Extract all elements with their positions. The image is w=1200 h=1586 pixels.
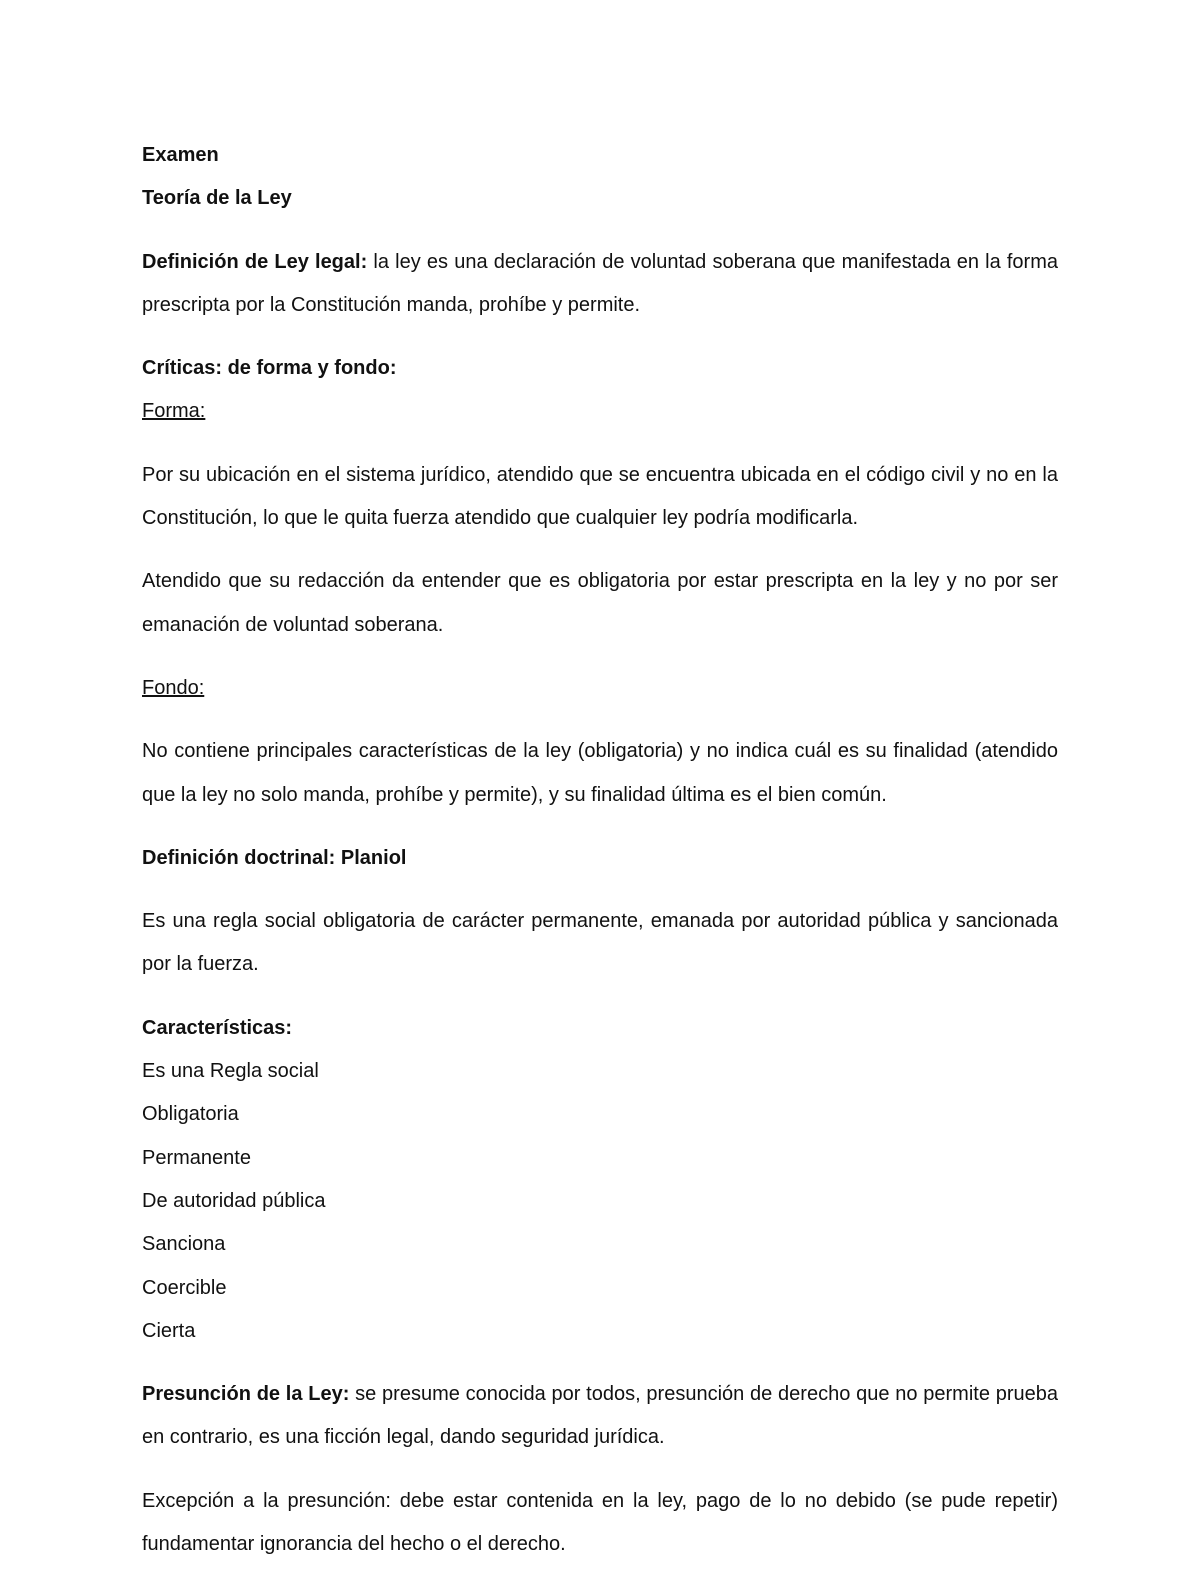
list-item: Cierta	[142, 1319, 196, 1342]
fondo-paragraph-1: No contiene principales características de la ley (obligatoria) y no indica cuál es su finalidad (atendido que la ley no solo manda, prohíbe y permite), y su finalidad última es el bien común.	[142, 740, 1058, 806]
fondo-heading: Fondo:	[142, 676, 205, 699]
ley-legal-text: la ley es una declaración de voluntad soberana que manifestada en la forma prescripta por la Constitución manda, prohíbe y permite.	[142, 250, 1058, 316]
document-subtitle: Teoría de la Ley	[142, 187, 292, 210]
forma-paragraph-1: Por su ubicación en el sistema jurídico, atendido que se encuentra ubicada en el código civil y no en la Constitución, lo que le quita fuerza atendido que cualquier ley podría modificarla.	[142, 463, 1058, 530]
presuncion-text: se presume conocida por todos, presunción de derecho que no permite prueba en contrario, es una ficción legal, dando seguridad jurídica.	[142, 1383, 1058, 1449]
list-item: Sanciona	[142, 1233, 226, 1256]
list-item: Coercible	[142, 1276, 227, 1299]
forma-heading-line	[142, 390, 1058, 433]
list-item: Obligatoria	[142, 1103, 239, 1126]
list-item: Permanente	[142, 1146, 251, 1169]
criticas-heading: Críticas: de forma y fondo:	[142, 357, 397, 380]
ley-legal-label: Definición de Ley legal:	[142, 250, 368, 273]
excepcion-paragraph: Excepción a la presunción: debe estar contenida en la ley, pago de lo no debido (se pude repetir) fundamentar ignorancia del hecho o el derecho.	[142, 1489, 1058, 1556]
doctrinal-paragraph: Es una regla social obligatoria de carácter permanente, emanada por autoridad pública y sancionada por la fuerza.	[142, 910, 1058, 976]
caracteristicas-heading: Características:	[142, 1016, 293, 1039]
presuncion-label: Presunción de la Ley:	[142, 1383, 350, 1406]
presuncion-paragraph	[142, 1373, 1058, 1460]
forma-paragraph-2: Atendido que su redacción da entender que es obligatoria por estar prescripta en la ley y no por ser emanación de voluntad soberana.	[142, 570, 1058, 636]
doctrinal-heading: Definición doctrinal: Planiol	[142, 846, 407, 869]
fondo-heading-line	[142, 667, 1058, 710]
ley-legal-paragraph	[142, 241, 1058, 328]
forma-heading: Forma:	[142, 400, 206, 423]
list-item: Es una Regla social	[142, 1060, 319, 1083]
list-item: De autoridad pública	[142, 1189, 326, 1212]
document-body	[142, 134, 1058, 1586]
document-title: Examen	[142, 144, 219, 166]
